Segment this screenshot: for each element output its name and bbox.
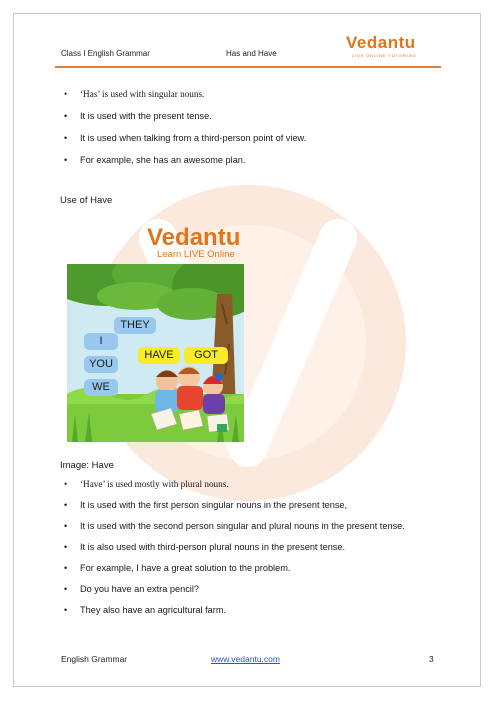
pronoun-we: WE	[84, 379, 118, 396]
pronoun-i: I	[84, 333, 118, 350]
list-item: • They also have an agricultural farm.	[60, 604, 440, 617]
list-item: • It is also used with third-person plural nouns in the present tense.	[60, 541, 440, 554]
verb-got: GOT	[184, 347, 228, 364]
figure-caption: Image: Have	[60, 460, 114, 471]
list-item: • ‘Have’ is used mostly with plural nouns.	[60, 478, 440, 491]
list-item: • It is used when talking from a third-person point of view.	[60, 132, 440, 145]
header-topic: Has and Have	[226, 49, 277, 58]
page-number: 3	[429, 654, 434, 664]
list-item: • For example, I have a great solution to the problem.	[60, 562, 440, 575]
pronoun-they: THEY	[114, 317, 156, 334]
logo-tagline: LIVE ONLINE TUTORING	[352, 53, 417, 58]
list-item: • For example, she has an awesome plan.	[60, 154, 440, 167]
list-item: • It is used with the first person singular nouns in the present tense,	[60, 499, 440, 512]
has-bullet-list	[60, 88, 440, 167]
pronoun-you: YOU	[84, 356, 118, 373]
list-item: • It is used with the second person singular and plural nouns in the present tense.	[60, 520, 440, 533]
footer-subject: English Grammar	[61, 654, 128, 664]
list-item: • ‘Has’ is used with singular nouns.	[60, 88, 440, 101]
have-bullet-list	[60, 478, 440, 617]
header-subject: Class I English Grammar	[61, 49, 150, 58]
have-illustration	[67, 264, 244, 442]
figure-tagline: Learn LIVE Online	[157, 249, 235, 260]
header-rule	[55, 66, 441, 68]
figure-logo-text: Vedantu	[147, 224, 241, 250]
logo-text: Vedantu	[346, 33, 416, 52]
section-title: Use of Have	[60, 195, 113, 206]
footer-website-link[interactable]: www.vedantu.com	[211, 654, 280, 664]
list-item: • It is used with the present tense.	[60, 110, 440, 123]
list-item: • Do you have an extra pencil?	[60, 583, 440, 596]
verb-have: HAVE	[138, 347, 180, 364]
